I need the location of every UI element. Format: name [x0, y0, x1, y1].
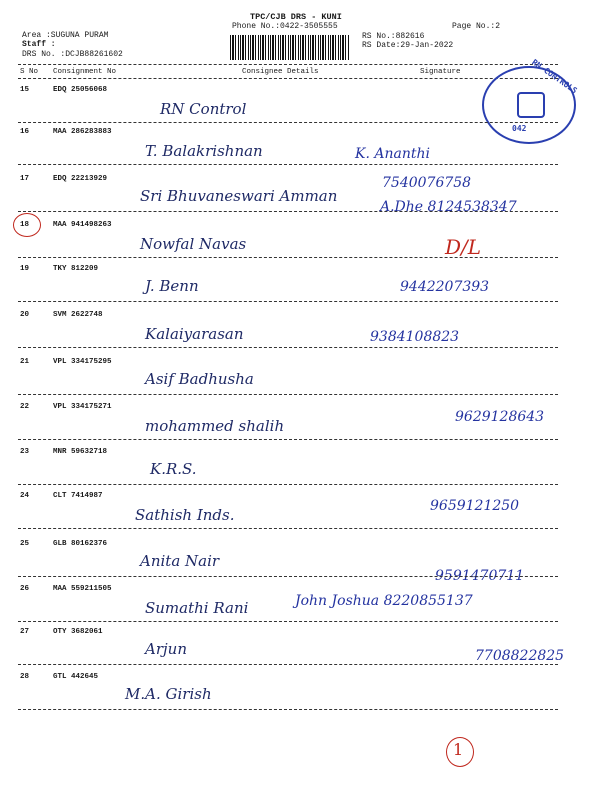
- row-divider: [18, 347, 558, 348]
- row-divider: [18, 301, 558, 302]
- page-mark: 1: [453, 740, 464, 759]
- consignee-name: Sumathi Rani: [145, 599, 249, 617]
- row-divider: [18, 484, 558, 485]
- consignee-name: Arjun: [145, 640, 187, 658]
- consignee-name: M.A. Girish: [125, 685, 212, 703]
- staff-label: Staff :: [22, 40, 56, 49]
- row-sno: 27: [20, 628, 30, 636]
- row-consignment-number: MNR 59632718: [53, 448, 108, 456]
- row-consignment-number: MAA 941498263: [53, 221, 112, 229]
- rs-date: RS Date:29-Jan-2022: [362, 41, 454, 50]
- divider: [18, 64, 558, 65]
- row-divider: [18, 439, 558, 440]
- row-consignment-number: EDQ 22213929: [53, 175, 108, 183]
- row-consignment-number: EDQ 25056068: [53, 86, 108, 94]
- divider: [18, 78, 558, 79]
- document-title: TPC/CJB DRS - KUNI: [250, 12, 342, 22]
- col-consignment: Consignment No: [53, 68, 117, 76]
- row-consignment-number: TKY 812209: [53, 265, 99, 273]
- consignee-name: Asif Badhusha: [145, 370, 254, 388]
- row-sno: 17: [20, 175, 30, 183]
- row-divider: [18, 664, 558, 665]
- consignee-name: Anita Nair: [140, 552, 220, 570]
- row-consignment-number: MAA 286283883: [53, 128, 112, 136]
- signature-text: 7540076758: [382, 175, 472, 191]
- consignee-name: mohammed shalih: [145, 417, 285, 435]
- row-sno: 22: [20, 403, 30, 411]
- row-consignment-number: GLB 80162376: [53, 540, 108, 548]
- consignee-name: K.R.S.: [150, 460, 197, 478]
- consignee-name: Kalaiyarasan: [145, 325, 244, 343]
- drs-number: DRS No. :DCJB88261602: [22, 50, 123, 59]
- col-consignee: Consignee Details: [242, 68, 319, 76]
- row-divider: [18, 394, 558, 395]
- consignee-name: J. Benn: [145, 277, 199, 295]
- consignee-name: Sri Bhuvaneswari Amman: [140, 187, 338, 205]
- row-consignment-number: VPL 334175295: [53, 358, 112, 366]
- row-divider: [18, 257, 558, 258]
- row-sno: 25: [20, 540, 30, 548]
- row-consignment-number: OTY 3682061: [53, 628, 103, 636]
- row-sno: 16: [20, 128, 30, 136]
- signature-text: 9659121250: [430, 498, 520, 514]
- row-sno: 15: [20, 86, 30, 94]
- row-sno: 19: [20, 265, 30, 273]
- row-consignment-number: CLT 7414987: [53, 492, 103, 500]
- row-sno: 20: [20, 311, 30, 319]
- row-consignment-number: VPL 334175271: [53, 403, 112, 411]
- consignee-name: Sathish Inds.: [135, 506, 235, 524]
- signature-text: 9629128643: [455, 409, 545, 425]
- area-label: Area :SUGUNA PURAM: [22, 31, 109, 40]
- signature-text-2: A.Dhe 8124538347: [380, 199, 517, 215]
- row-divider: [18, 164, 558, 165]
- col-signature: Signature: [420, 68, 461, 76]
- signature-text: 7708822825: [475, 648, 565, 664]
- row-consignment-number: GTL 442645: [53, 673, 99, 681]
- row-divider: [18, 576, 558, 577]
- signature-text: D/L: [445, 235, 482, 259]
- row-divider: [18, 621, 558, 622]
- signature-text: 9384108823: [370, 329, 460, 345]
- row-sno: 18: [20, 221, 30, 229]
- highlight-circle: [13, 213, 41, 237]
- col-sno: S No: [20, 68, 39, 76]
- consignee-name: Nowfal Navas: [140, 235, 247, 253]
- barcode: [230, 35, 350, 60]
- rs-number: RS No.:882616: [362, 32, 425, 41]
- row-divider: [18, 528, 558, 529]
- stamp-text: RN CONTROLS: [530, 57, 579, 96]
- row-sno: 23: [20, 448, 30, 456]
- consignee-name: RN Control: [160, 100, 247, 118]
- page-number: Page No.:2: [452, 22, 501, 31]
- signature-text: 9591470711: [435, 568, 525, 584]
- signature-text: John Joshua 8220855137: [295, 593, 473, 609]
- stamp-phone: 042: [512, 124, 527, 133]
- row-consignment-number: MAA 559211505: [53, 585, 112, 593]
- phone-number: Phone No.:0422-3505555: [232, 22, 338, 31]
- signature-text: 9442207393: [400, 279, 490, 295]
- signature-text: K. Ananthi: [355, 146, 430, 162]
- row-divider: [18, 122, 558, 123]
- row-sno: 28: [20, 673, 30, 681]
- stamp-logo-icon: [517, 92, 545, 118]
- row-divider: [18, 709, 558, 710]
- row-divider: [18, 211, 558, 212]
- row-sno: 24: [20, 492, 30, 500]
- row-sno: 21: [20, 358, 30, 366]
- row-sno: 26: [20, 585, 30, 593]
- consignee-name: T. Balakrishnan: [145, 142, 263, 160]
- row-consignment-number: SVM 2622748: [53, 311, 103, 319]
